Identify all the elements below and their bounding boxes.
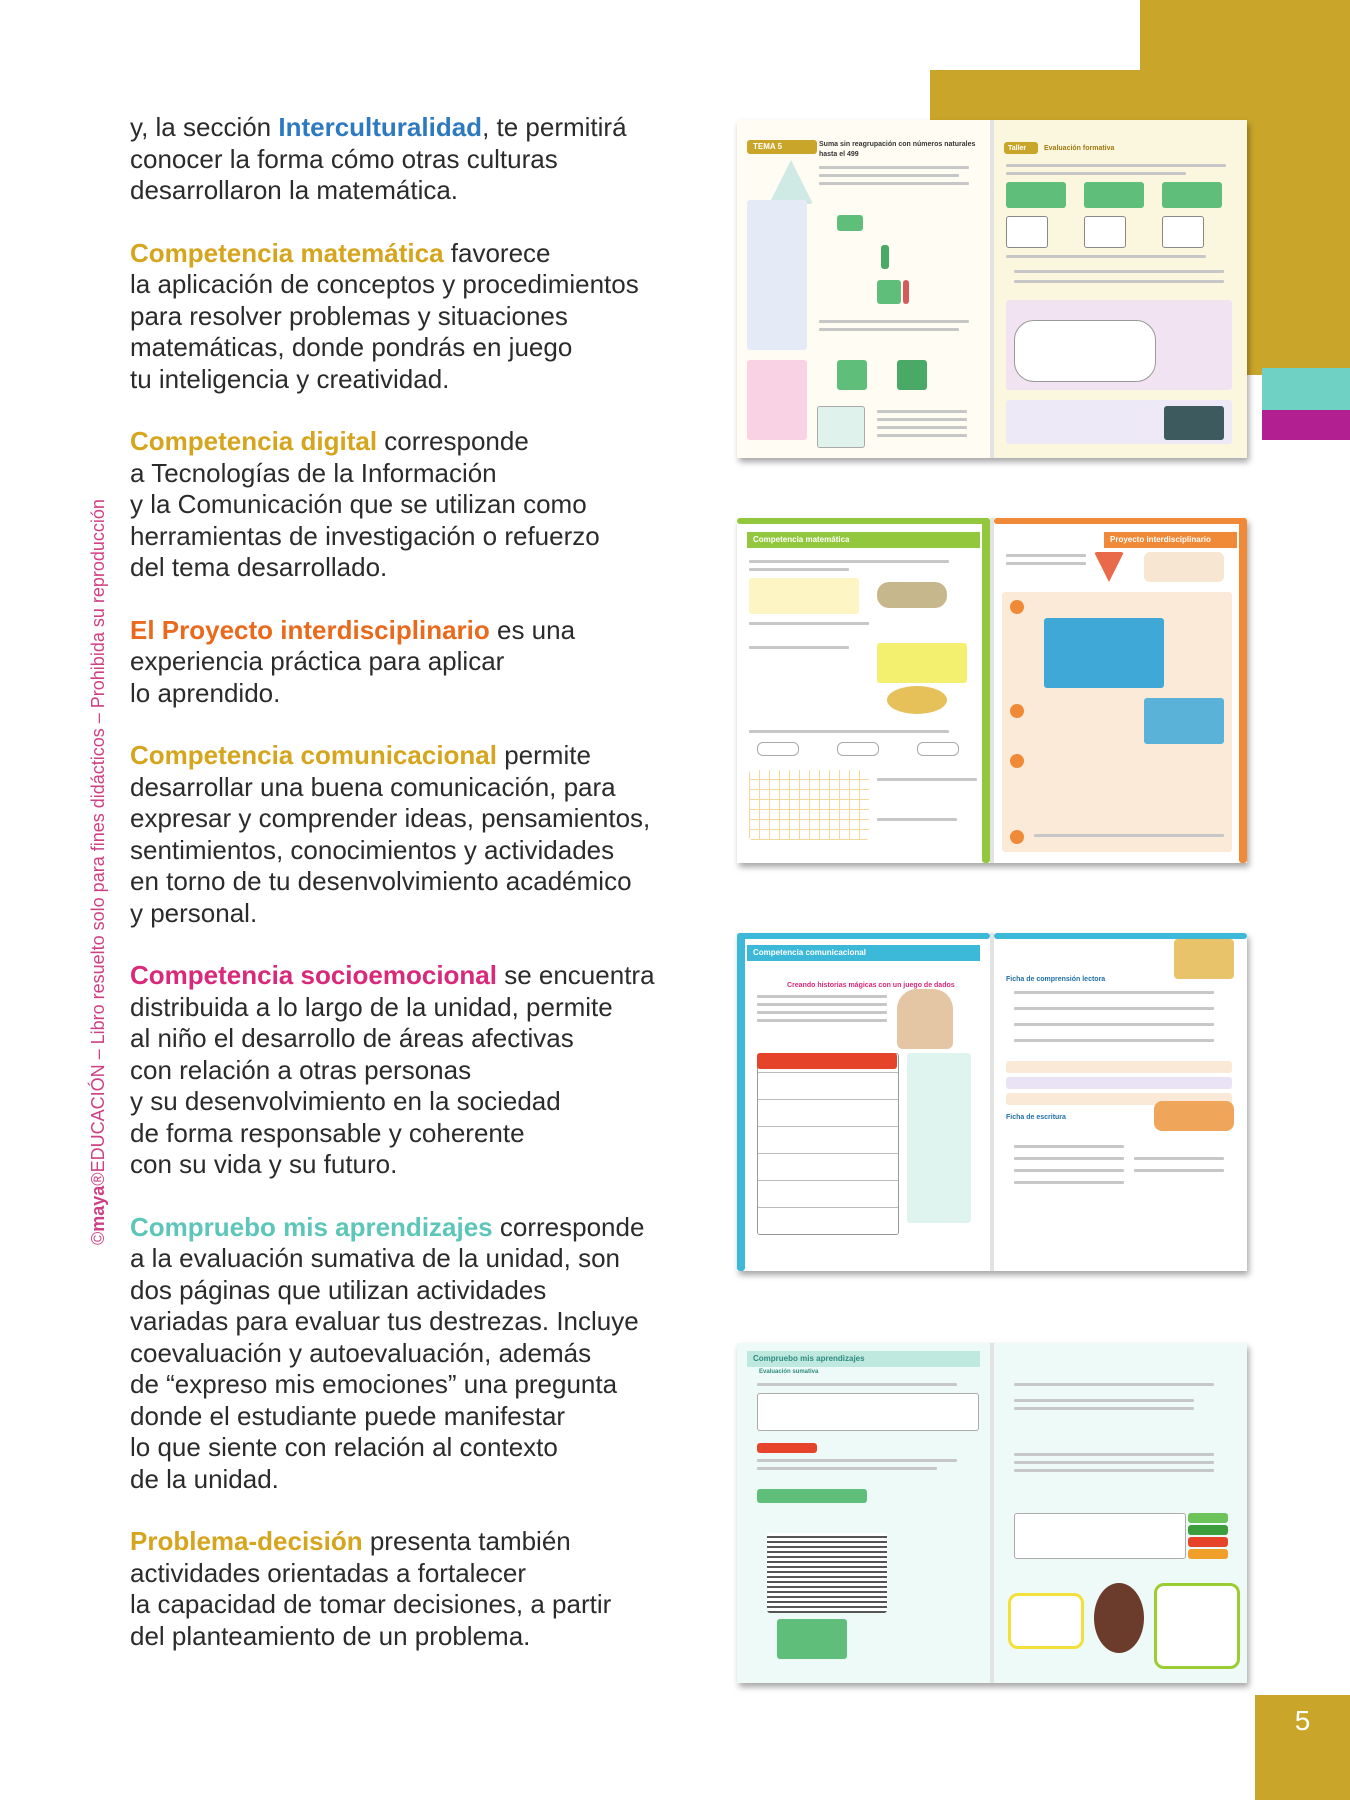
paragraph-competencia-comunicacional [130,740,720,929]
paragraph-text: corresponde a Tecnologías de la Información y la Comunicación que se utilizan como herramientas de investigación o refuerzo del tema desarrollado. [130,426,600,582]
paragraph-text: favorece la aplicación de conceptos y procedimientos para resolver problemas y situaciones matemáticas, donde pondrás en juego tu inteligencia y creatividad. [130,237,639,394]
thumbnail-right-page [994,1343,1247,1683]
copyright-symbol: © [88,1231,108,1245]
thumbnail-right-page [994,933,1247,1271]
section-term: Problema-decisión [130,1526,363,1556]
section-term: El Proyecto interdisciplinario [130,614,490,645]
section-term: Competencia comunicacional [130,740,497,770]
paragraph-text: es una experiencia práctica para aplicar lo aprendido. [130,614,576,708]
decorative-white-notch [930,0,1140,70]
paragraph-problema-decision [130,1526,720,1652]
section-term: Competencia socioemocional [130,960,497,990]
paragraph-text: y, la sección [130,112,279,142]
decorative-teal-strip [1262,368,1350,410]
paragraph-competencia-matematica [130,238,720,396]
paragraph-text: , te permitirá conocer la forma cómo otras culturas desarrollaron la matemática. [130,112,627,205]
thumbnail-title: Competencia matemática [747,532,980,548]
section-term: Competencia digital [130,426,378,456]
thumbnail-right-page [994,518,1247,863]
paragraph-competencia-socioemocional [130,960,720,1181]
book-thumbnail-tema-5 [737,120,1247,458]
tab-taller: Taller [1008,145,1027,152]
section-term: Competencia matemática [130,237,444,268]
thumbnail-subtitle: Creando historias mágicas con un juego de dados [787,982,955,989]
brand-name: maya [88,1185,108,1232]
thumbnail-title: Proyecto interdisciplinario [1104,532,1237,548]
copyright-notice: ®EDUCACIÓN – Libro resuelto solo para fines didácticos – Prohibida su reproducción [88,499,108,1186]
thumbnail-section-title: Ficha de comprensión lectora [1006,976,1106,983]
paragraph-text: corresponde a la evaluación sumativa de la unidad, son dos páginas que utilizan actividades variadas para evaluar tus destrezas. Incluye coevaluación y autoevaluación, además de “expreso mis emociones” una pregunta donde el estudiante puede manifestar lo que siente con relación al contexto de la unidad. [130,1211,645,1494]
book-thumbnail-competencia-matematica [737,518,1247,863]
paragraph-competencia-digital [130,426,720,584]
paragraph-text: presenta también actividades orientadas a fortalecer la capacidad de tomar decisiones, a partir del planteamiento de un problema. [130,1526,612,1651]
thumbnail-right-page [994,120,1247,458]
thumbnail-left-page [737,1343,990,1683]
paragraph-compruebo-mis-aprendizajes [130,1212,720,1496]
thumbnail-left-page [737,933,990,1271]
thumbnail-title: Competencia comunicacional [747,945,980,961]
thumbnail-subtitle: Evaluación sumativa [759,1369,819,1375]
section-term: Compruebo mis aprendizajes [130,1211,493,1242]
page-number: 5 [1294,1705,1311,1736]
book-thumbnail-compruebo-mis-aprendizajes [737,1343,1247,1683]
description-column [130,112,720,1683]
decorative-magenta-strip [1262,410,1350,440]
thumbnail-section-title-2: Ficha de escritura [1006,1114,1066,1121]
copyright-side-text [88,499,109,1245]
thumbnail-left-page [737,120,990,458]
section-term: Interculturalidad [278,112,483,142]
paragraph-proyecto-interdisciplinario [130,615,720,710]
thumbnail-left-page [737,518,990,863]
book-thumbnail-competencia-comunicacional [737,933,1247,1271]
thumbnail-title: Compruebo mis aprendizajes [747,1351,980,1367]
paragraph-text: permite desarrollar una buena comunicación, para expresar y comprender ideas, pensamientos, sentimientos, conocimientos y actividades en torno de tu desenvolvimiento académico y personal. [130,740,651,928]
tema-label: TEMA 5 [753,142,783,151]
tab-evaluacion-formativa: Evaluación formativa [1044,145,1115,152]
paragraph-interculturalidad [130,112,720,207]
paragraph-text: se encuentra distribuida a lo largo de la unidad, permite al niño el desarrollo de áreas afectivas con relación a otras personas y su desenvolvimiento en la sociedad de forma responsable y coherente con su vida y su futuro. [130,960,655,1179]
thumbnail-heading: Suma sin reagrupación con números naturales hasta el 499 [819,141,976,158]
